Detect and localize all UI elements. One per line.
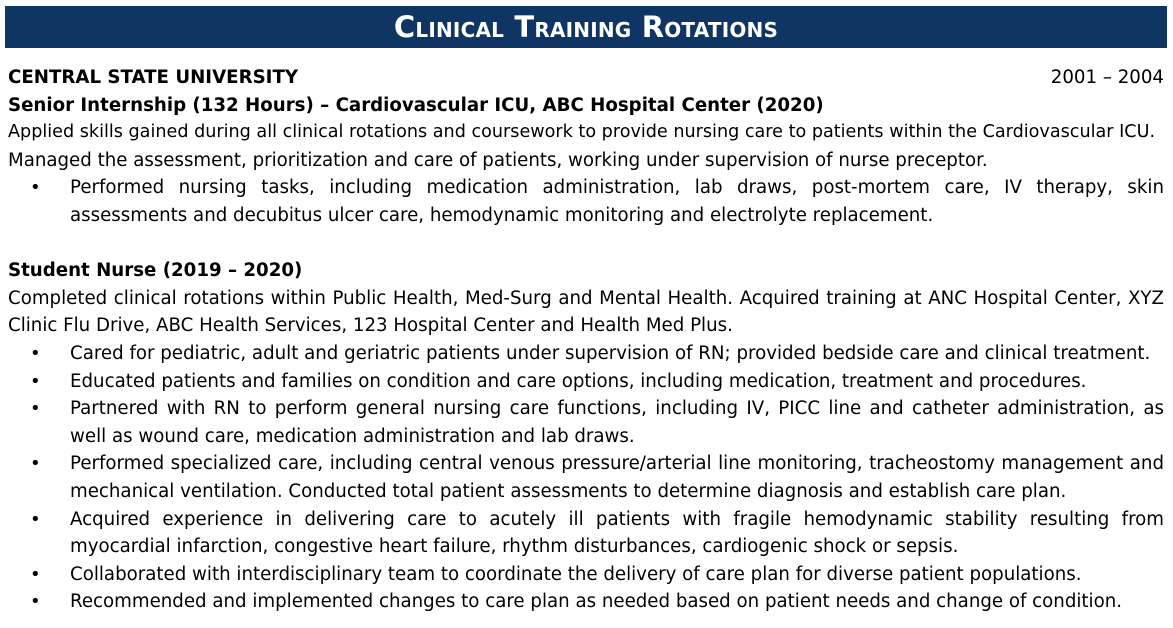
bullet-icon: • (30, 342, 41, 364)
school-name: CENTRAL STATE UNIVERSITY (8, 67, 299, 88)
bullet-icon: • (30, 177, 41, 199)
list-item (8, 450, 1164, 505)
student-nurse-bullet-list (8, 340, 1164, 616)
section-header-bar (5, 6, 1167, 48)
list-item (8, 174, 1164, 229)
list-item-text: Acquired experience in delivering care to acutely ill patients with fragile hemodynamic stability resulting from myocardial infarction, congestive heart failure, rhythm disturbances, cardiogenic shock or sepsis. (70, 508, 1164, 558)
bullet-icon: • (30, 591, 41, 613)
education-row (8, 64, 1164, 92)
list-item (8, 506, 1164, 561)
list-item (8, 588, 1164, 616)
education-dates: 2001 – 2004 (1050, 67, 1164, 88)
internship-description-line-1: Applied skills gained during all clinical rotations and coursework to provide nursing care to patients within the Cardiovascular ICU. (8, 122, 1156, 143)
bullet-icon: • (30, 508, 41, 530)
list-item-text: Educated patients and families on condition and care options, including medication, treatment and procedures. (70, 370, 1087, 392)
bullet-icon: • (30, 563, 41, 585)
internship-description-line-2: Managed the assessment, prioritization and care of patients, working under supervision of nurse preceptor. (8, 149, 988, 171)
resume-content (8, 64, 1164, 616)
internship-heading: Senior Internship (132 Hours) – Cardiovascular ICU, ABC Hospital Center (2020) (8, 94, 824, 116)
list-item-text: Collaborated with interdisciplinary team to coordinate the delivery of care plan for diverse patient populations. (70, 563, 1082, 585)
list-item (8, 340, 1164, 368)
bullet-icon: • (30, 453, 41, 475)
list-item-text: Partnered with RN to perform general nursing care functions, including IV, PICC line and catheter administration, as well as wound care, medication administration and lab draws. (70, 398, 1164, 447)
list-item-text: Recommended and implemented changes to care plan as needed based on patient needs and change of condition. (70, 591, 1123, 613)
list-item-text: Cared for pediatric, adult and geriatric patients under supervision of RN; provided bedside care and clinical treatment. (70, 342, 1151, 364)
section-title: Clinical Training Rotations (393, 10, 779, 44)
list-item (8, 561, 1164, 589)
list-item (8, 368, 1164, 396)
bullet-icon: • (30, 370, 41, 392)
list-item-text: Performed nursing tasks, including medication administration, lab draws, post-mortem care, IV therapy, skin assessments and decubitus ulcer care, hemodynamic monitoring and electrolyte replacement. (70, 177, 1164, 226)
student-nurse-description: Completed clinical rotations within Public Health, Med-Surg and Mental Health. Acquired training at ANC Hospital Center, XYZ Clinic Flu Drive, ABC Health Services, 123 Hospital Center and Health Med Plus. (8, 287, 1164, 337)
bullet-icon: • (30, 398, 41, 420)
list-item-text: Performed specialized care, including central venous pressure/arterial line monitoring, tracheostomy management and mechanical ventilation. Conducted total patient assessments to determine diagnosis and establish care plan. (70, 453, 1164, 502)
list-item (8, 395, 1164, 450)
student-nurse-heading: Student Nurse (2019 – 2020) (8, 260, 303, 282)
internship-bullet-list (8, 174, 1164, 229)
section-spacer (8, 230, 1164, 258)
